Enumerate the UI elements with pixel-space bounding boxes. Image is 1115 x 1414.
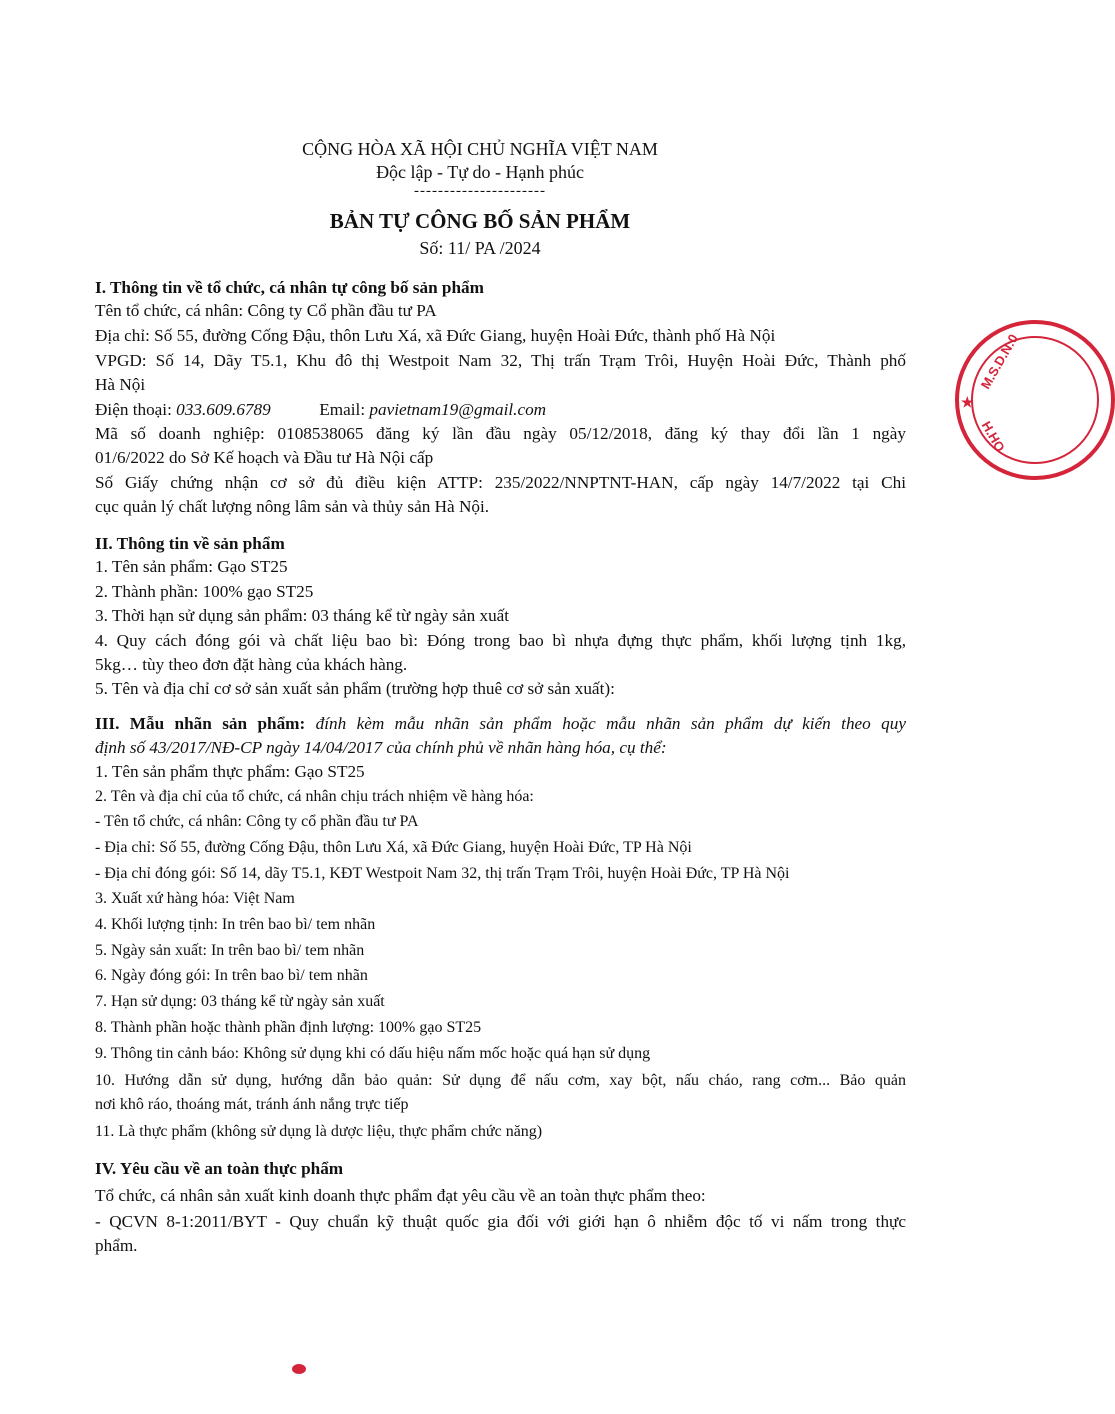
org-address: Địa chỉ: Số 55, đường Cống Đậu, thôn Lưu Xá, xã Đức Giang, huyện Hoài Đức, thành phố Hà Nội (95, 326, 776, 345)
food-safety-cert-line1: Số Giấy chứng nhận cơ sở đủ điều kiện ATTP: 235/2022/NNPTNT-HAN, cấp ngày 14/7/2022 tại Chi (95, 473, 906, 492)
label-origin: 3. Xuất xứ hàng hóa: Việt Nam (95, 890, 295, 907)
office-address-line2: Hà Nội (95, 375, 146, 394)
label-warning: 9. Thông tin cảnh báo: Không sử dụng khi có dấu hiệu nấm mốc hoặc quá hạn sử dụng (95, 1045, 651, 1062)
label-packing-address: - Địa chỉ đóng gói: Số 14, dãy T5.1, KĐT Westpoit Nam 32, thị trấn Trạm Trôi, huyện Hoài Đức, TP Hà Nội (95, 865, 790, 882)
packaging-line2: 5kg… tùy theo đơn đặt hàng của khách hàng. (95, 655, 408, 674)
label-usage-line2: nơi khô ráo, thoáng mát, tránh ánh nắng trực tiếp (95, 1096, 409, 1113)
label-food-type: 11. Là thực phẩm (không sử dụng là dược liệu, thực phẩm chức năng) (95, 1123, 543, 1140)
section3-intro-text: đính kèm mẫu nhãn sản phẩm hoặc mẫu nhãn sản phẩm dự kiến theo quy (305, 714, 906, 733)
product-shelf-life: 3. Thời hạn sử dụng sản phẩm: 03 tháng kể từ ngày sản xuất (95, 606, 510, 625)
standard-line2: phẩm. (95, 1236, 138, 1255)
packaging-line1: 4. Quy cách đóng gói và chất liệu bao bì: Đóng trong bao bì nhựa đựng thực phẩm, khối lượng tịnh 1kg, (95, 631, 906, 650)
motto: Độc lập - Tự do - Hạnh phúc (376, 162, 584, 182)
label-product-name: 1. Tên sản phẩm thực phẩm: Gạo ST25 (95, 762, 365, 781)
email-value: pavietnam19@gmail.com (369, 400, 547, 419)
email-label: Email: (319, 400, 370, 419)
label-expiry: 7. Hạn sử dụng: 03 tháng kể từ ngày sản xuất (95, 993, 385, 1010)
section1-heading: I. Thông tin về tổ chức, cá nhân tự công bố sản phẩm (95, 278, 484, 297)
seal-star-icon: ★ (961, 394, 974, 410)
standard-line1: - QCVN 8-1:2011/BYT - Quy chuẩn kỹ thuật quốc gia đối với giới hạn ô nhiễm độc tố vi nấm trong thực (95, 1212, 906, 1231)
label-composition: 8. Thành phần hoặc thành phần định lượng: 100% gạo ST25 (95, 1019, 482, 1036)
section3-heading: III. Mẫu nhãn sản phẩm: (95, 714, 306, 733)
label-responsible-party: 2. Tên và địa chỉ của tổ chức, cá nhân chịu trách nhiệm về hàng hóa: (95, 788, 534, 805)
label-manufacture-date: 5. Ngày sản xuất: In trên bao bì/ tem nhãn (95, 942, 365, 959)
manufacturer-info: 5. Tên và địa chỉ cơ sở sản xuất sản phẩm (trường hợp thuê cơ sở sản xuất): (95, 679, 615, 698)
label-packing-date: 6. Ngày đóng gói: In trên bao bì/ tem nhãn (95, 967, 368, 984)
tax-code-line2: 01/6/2022 do Sở Kế hoạch và Đầu tư Hà Nội cấp (95, 448, 434, 467)
header-divider: ---------------------- (414, 183, 546, 199)
ink-mark (292, 1364, 306, 1374)
label-usage-line1: 10. Hướng dẫn sử dụng, hướng dẫn bảo quản: Sử dụng để nấu cơm, xay bột, nấu cháo, rang cơm... Bảo quản (95, 1072, 906, 1089)
food-safety-intro: Tổ chức, cá nhân sản xuất kinh doanh thực phẩm đạt yêu cầu về an toàn thực phẩm theo: (95, 1186, 706, 1205)
section2-heading: II. Thông tin về sản phẩm (95, 534, 285, 553)
food-safety-cert-line2: cục quản lý chất lượng nông lâm sản và thủy sản Hà Nội. (95, 497, 490, 516)
label-org-name: - Tên tổ chức, cá nhân: Công ty cổ phần đầu tư PA (95, 813, 419, 830)
phone-value: 033.609.6789 (176, 400, 271, 419)
phone-label: Điện thoại: (95, 400, 177, 419)
office-address-line1: VPGD: Số 14, Dãy T5.1, Khu đô thị Westpoit Nam 32, Thị trấn Trạm Trôi, Huyện Hoài Đức, Thành phố (95, 351, 906, 370)
contact-line (95, 398, 906, 422)
product-ingredients: 2. Thành phần: 100% gạo ST25 (95, 582, 314, 601)
label-net-weight: 4. Khối lượng tịnh: In trên bao bì/ tem nhãn (95, 916, 376, 933)
section4-heading: IV. Yêu cầu về an toàn thực phẩm (95, 1159, 344, 1178)
tax-code-line1: Mã số doanh nghiệp: 0108538065 đăng ký lần đầu ngày 05/12/2018, đăng ký thay đổi lần 1 ngày (95, 424, 906, 443)
seal-text-bottom: H.HO (978, 418, 1008, 455)
nation-title: CỘNG HÒA XÃ HỘI CHỦ NGHĨA VIỆT NAM (302, 139, 658, 159)
company-seal (955, 320, 1115, 480)
seal-text-top: M.S.D.N:0 (977, 331, 1021, 392)
product-name: 1. Tên sản phẩm: Gạo ST25 (95, 557, 288, 576)
section3-intro-line1 (95, 712, 906, 736)
label-address: - Địa chỉ: Số 55, đường Cống Đậu, thôn Lưu Xá, xã Đức Giang, huyện Hoài Đức, TP Hà Nội (95, 839, 692, 856)
document-number: Số: 11/ PA /2024 (419, 238, 541, 258)
org-name: Tên tổ chức, cá nhân: Công ty Cổ phần đầu tư PA (95, 301, 437, 320)
document-title: BẢN TỰ CÔNG BỐ SẢN PHẨM (329, 209, 631, 233)
section3-intro-line2: định số 43/2017/NĐ-CP ngày 14/04/2017 của chính phủ về nhãn hàng hóa, cụ thể: (95, 738, 667, 757)
